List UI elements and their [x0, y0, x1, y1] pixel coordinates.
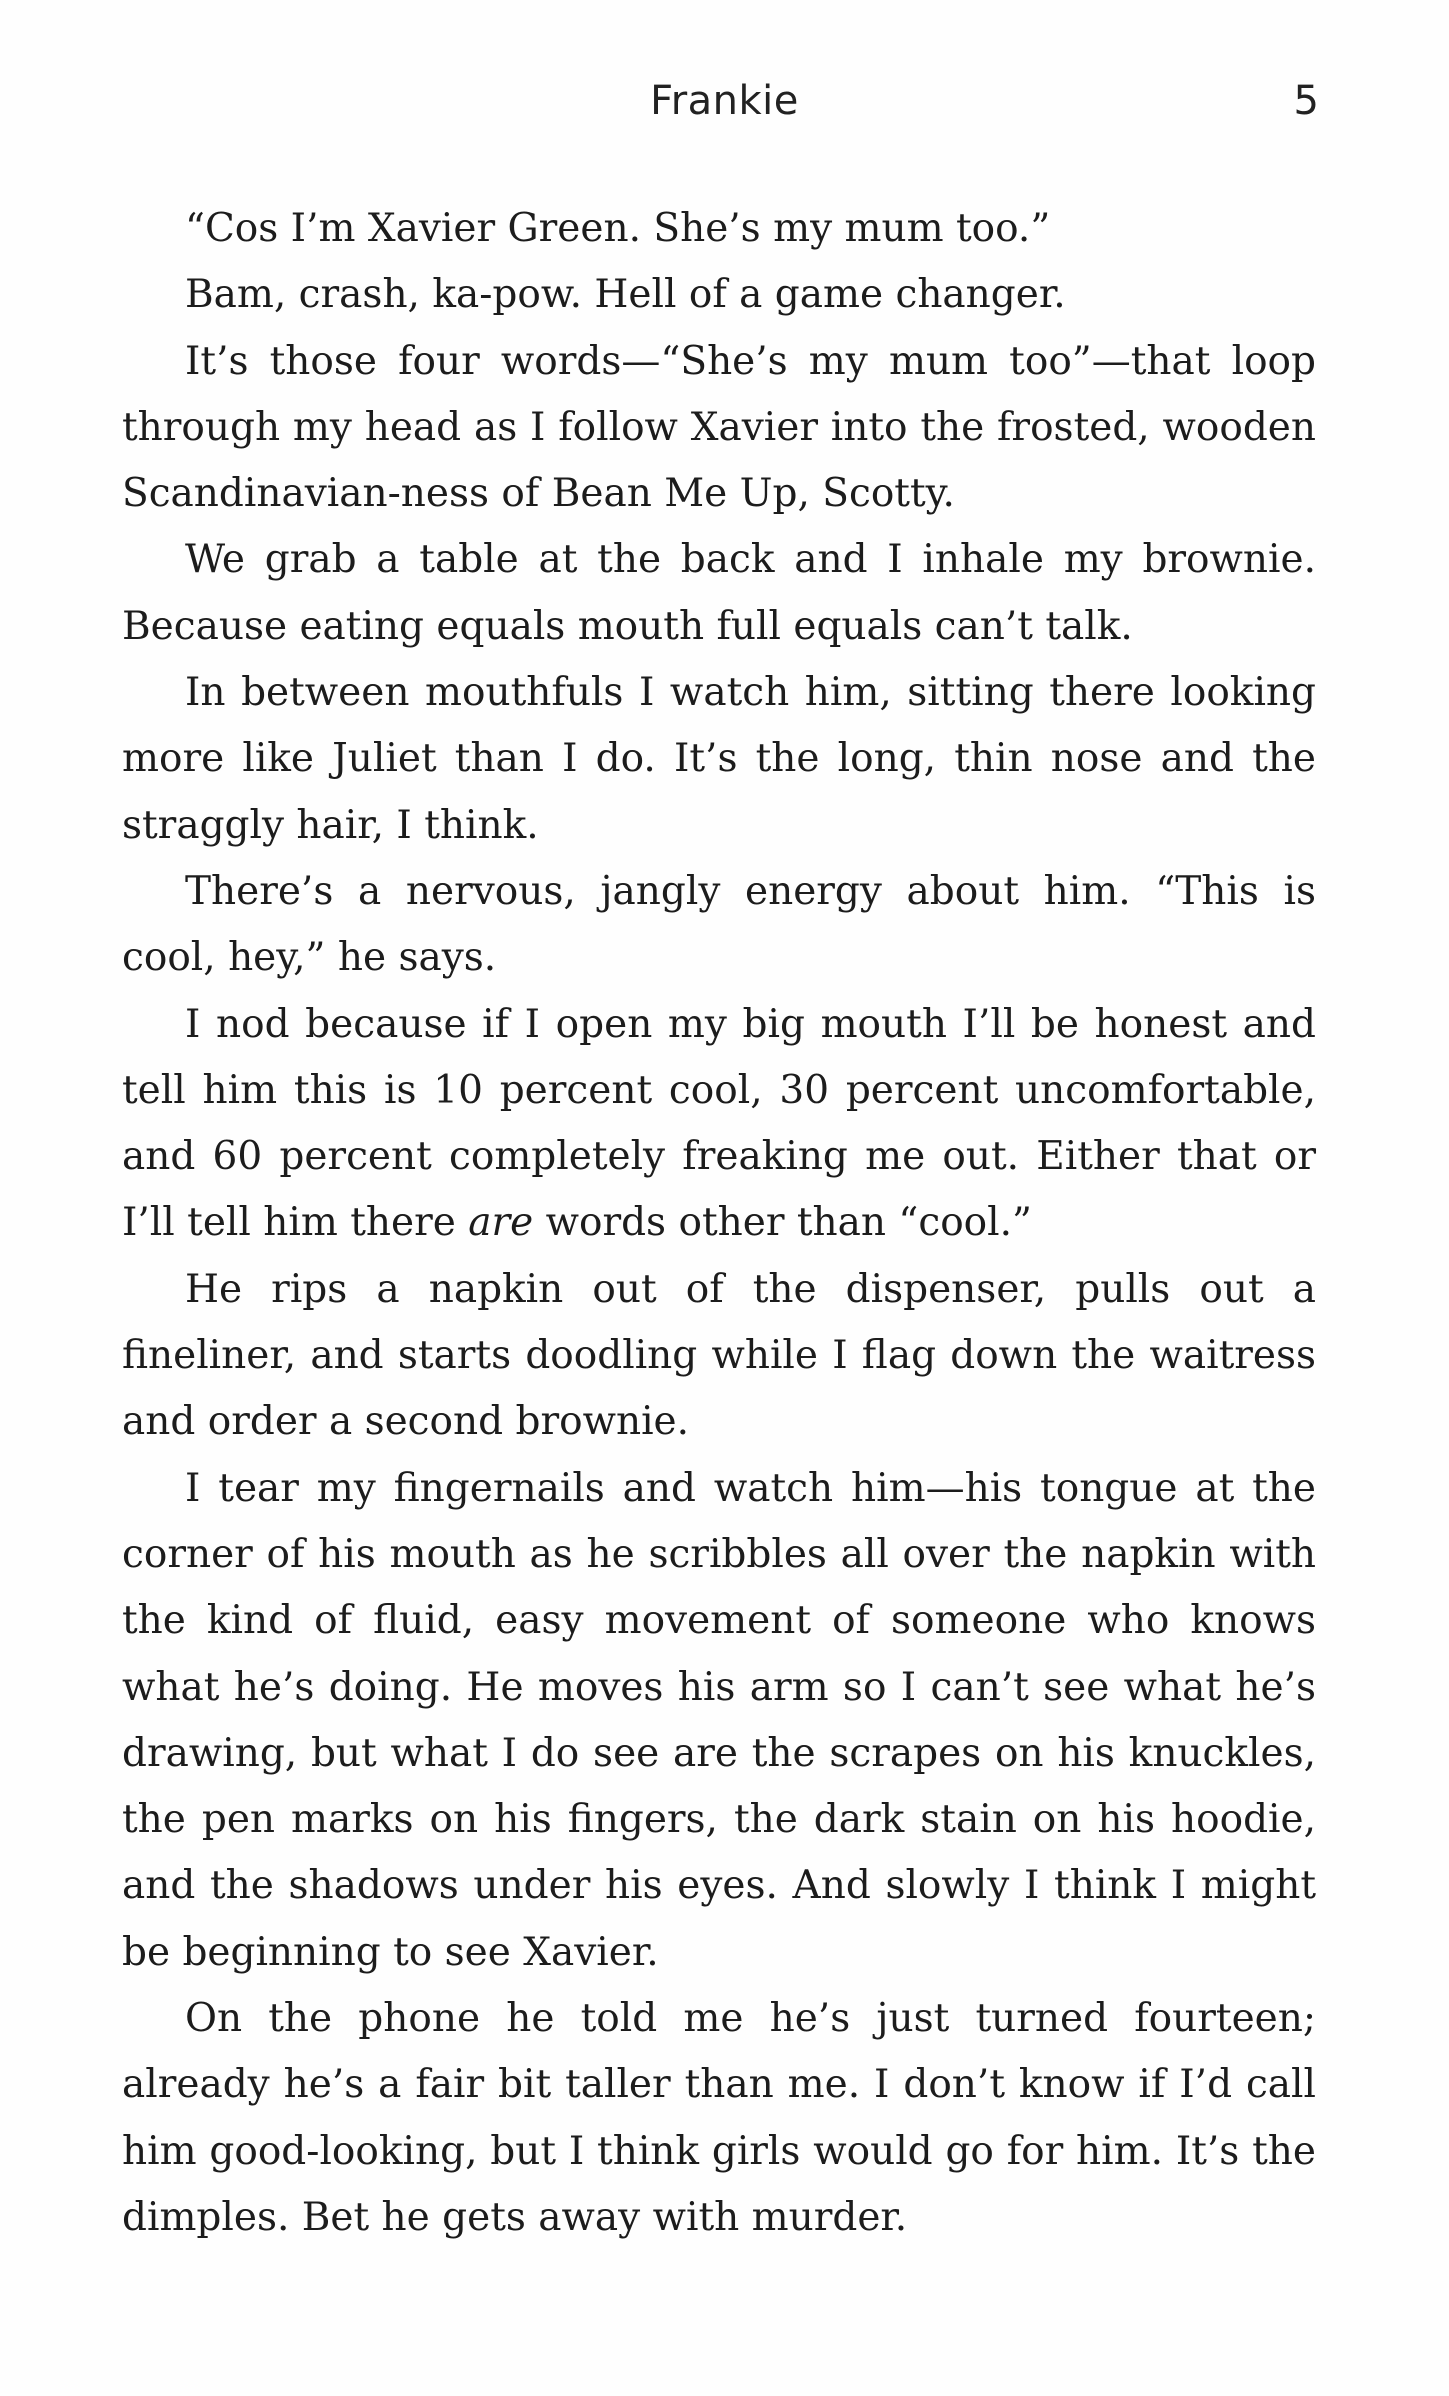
paragraph: We grab a table at the back and I inhale my brownie. Because eating equals mouth full equals can’t talk.: [122, 537, 1316, 649]
paragraph: “Cos I’m Xavier Green. She’s my mum too.”: [185, 206, 1051, 251]
paragraph: On the phone he told me he’s just turned fourteen; already he’s a fair bit taller than me. I don’t know if I’d call him good-looking, but I think girls would go for him. It’s the dimples. Bet he gets away with murder.: [122, 1996, 1316, 2240]
paragraph: I tear my fingernails and watch him—his tongue at the corner of his mouth as he scribbles all over the napkin with the kind of fluid, easy movement of someone who knows what he’s doing. He moves his arm so I can’t see what he’s drawing, but what I do see are the scrapes on his knuckles, the pen marks on his fingers, the dark stain on his hoodie, and the shadows under his eyes. And slowly I think I might be beginning to see Xavier.: [122, 1465, 1316, 1975]
paragraph: [122, 992, 1316, 1257]
running-header: [0, 78, 1449, 138]
paragraph: In between mouthfuls I watch him, sitting there looking more like Juliet than I do. It’s the long, thin nose and the straggly hair, I think.: [122, 670, 1316, 848]
paragraph-segment: words other than “cool.”: [533, 1200, 1032, 1246]
paragraph: He rips a napkin out of the dispenser, pulls out a fineliner, and starts doodling while I flag down the waitress and order a second brownie.: [122, 1266, 1316, 1445]
body-text: [122, 196, 1316, 2251]
emphasis: are: [468, 1200, 534, 1246]
paragraph-segment: I nod because if I open my big mouth I’ll be honest and tell him this is 10 percent cool, 30 percent uncomfortable, and 60 percent completely freaking me out. Either that or I’ll tell him there: [122, 1001, 1316, 1246]
paragraph: It’s those four words—“She’s my mum too”—that loop through my head as I follow Xavier into the frosted, wooden Scandinavian-ness of Bean Me Up, Scotty.: [122, 338, 1316, 517]
paragraph: Bam, crash, ka-pow. Hell of a game changer.: [185, 272, 1066, 318]
page-number: 5: [1293, 78, 1319, 124]
chapter-title: Frankie: [650, 78, 799, 124]
paragraph: There’s a nervous, jangly energy about him. “This is cool, hey,” he says.: [122, 868, 1316, 981]
